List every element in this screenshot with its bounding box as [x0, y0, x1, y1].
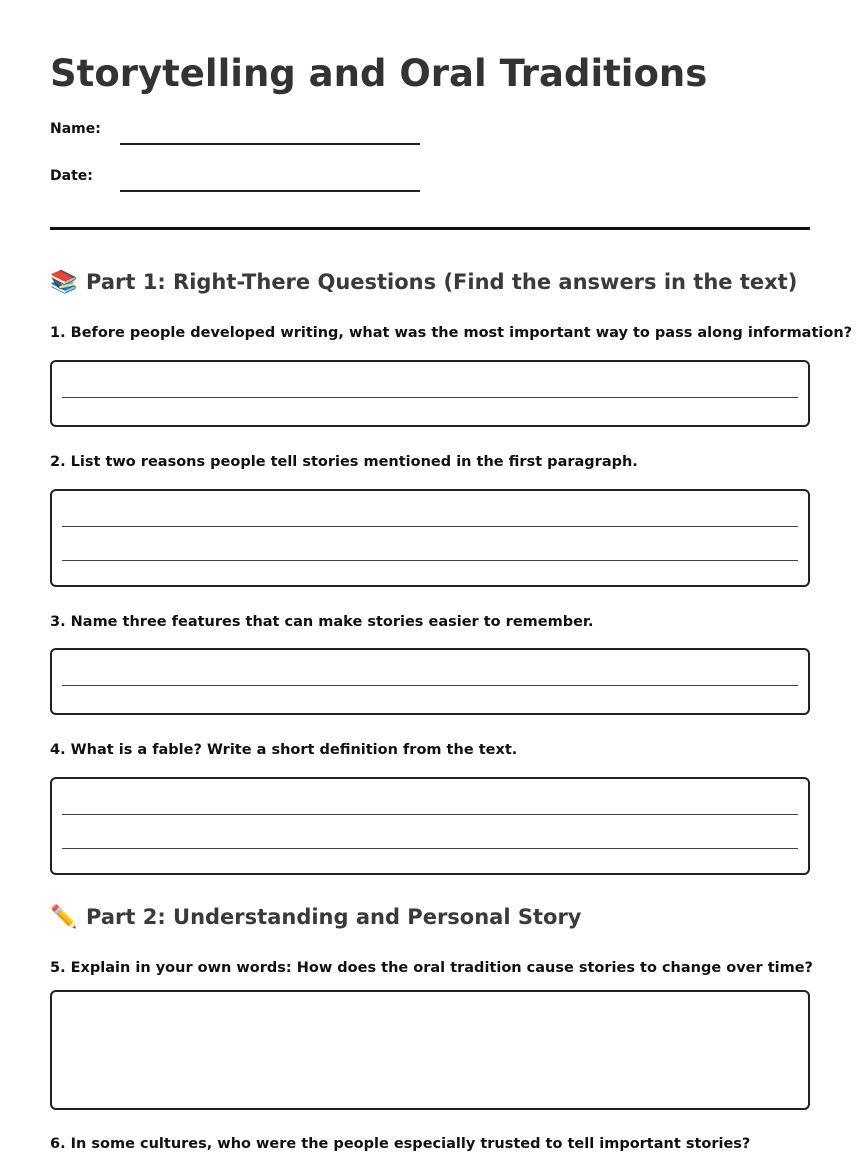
answer-box-1[interactable]: [50, 360, 810, 427]
pencil-icon: ✏️: [50, 905, 78, 930]
books-icon: 📚: [50, 270, 78, 295]
question-2: 2. List two reasons people tell stories mentioned in the first paragraph.: [50, 454, 638, 470]
page-title: Storytelling and Oral Traditions: [50, 52, 708, 95]
date-field[interactable]: [50, 162, 420, 192]
answer-line: [62, 848, 798, 849]
section-part-1-title: [50, 267, 797, 298]
date-label: Date:: [50, 168, 93, 184]
answer-box-3[interactable]: [50, 648, 810, 715]
question-3: 3. Name three features that can make stories easier to remember.: [50, 614, 594, 630]
name-field[interactable]: [50, 115, 420, 145]
answer-box-4[interactable]: [50, 777, 810, 875]
question-5: 5. Explain in your own words: How does the oral tradition cause stories to change over time?: [50, 960, 813, 976]
header-divider: [50, 227, 810, 230]
date-input-line[interactable]: [120, 190, 420, 192]
question-1: 1. Before people developed writing, what was the most important way to pass along information?: [50, 325, 853, 341]
section-part-1-label: Part 1: Right-There Questions (Find the answers in the text): [86, 270, 798, 294]
answer-box-2[interactable]: [50, 489, 810, 587]
answer-box-5[interactable]: [50, 990, 810, 1110]
answer-line: [62, 526, 798, 527]
answer-line: [62, 814, 798, 815]
question-4: 4. What is a fable? Write a short definition from the text.: [50, 742, 518, 758]
question-6: 6. In some cultures, who were the people especially trusted to tell important stories?: [50, 1136, 751, 1152]
answer-line: [62, 397, 798, 398]
answer-line: [62, 685, 798, 686]
name-input-line[interactable]: [120, 143, 420, 145]
name-label: Name:: [50, 121, 101, 137]
section-part-2-title: [50, 902, 582, 933]
answer-line: [62, 560, 798, 561]
section-part-2-label: Part 2: Understanding and Personal Story: [86, 905, 582, 929]
